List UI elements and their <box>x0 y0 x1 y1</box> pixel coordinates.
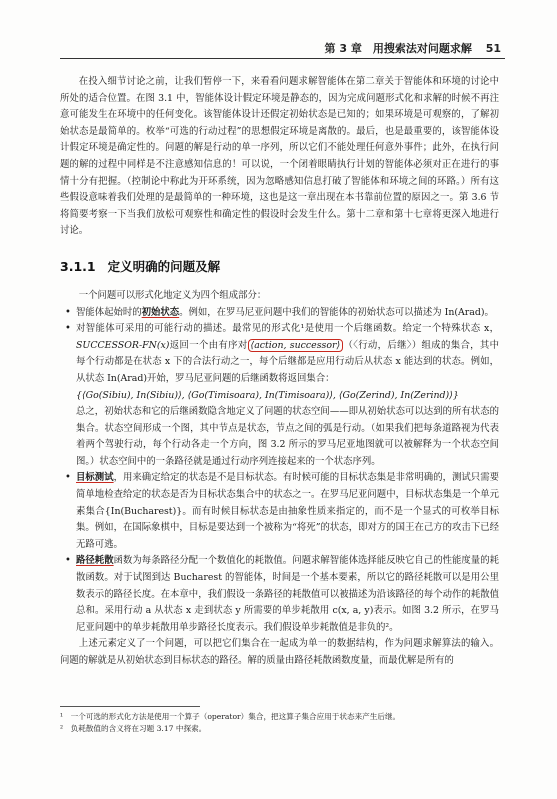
footnote-1: ¹ 一个可选的形式化方法是使用一个算子（operator）集合，把这算子集合应用于状态来产生后继。 <box>60 712 401 721</box>
header-rule <box>60 58 505 59</box>
initial-state-term: 初始状态 <box>141 306 180 318</box>
path-cost-term: 路径耗散 <box>76 555 114 567</box>
component-1-pre: 智能体起始时的 <box>76 306 142 318</box>
problem-components-list <box>60 305 499 637</box>
footnote-2: ² 负耗散值的含义将在习题 3.17 中探索。 <box>60 724 207 733</box>
section-title: 定义明确的问题及解 <box>107 258 221 274</box>
component-3-post: ，用来确定给定的状态是不是目标状态。有时候可能的目标状态集是非常明确的，测试只需要简单地检查给定的状态是否为目标状态集合中的状态之一。在罗马尼亚问题中，目标状态集是一个单元素集合{In(Bucharest)}。而有时候目标状态是由抽象性质来指定的，而不是一个显式的可枚举目标集。例如，在国际象棋中，目标是要达到一个被称为“将死”的状态，即对方的国王在己方的攻击下已经无路可逃。 <box>76 472 499 550</box>
lead-in-paragraph: 一个问题可以形式化地定义为四个组成部分： <box>78 289 267 301</box>
list-item-path-cost <box>76 553 499 636</box>
list-item-goal-test <box>76 470 499 553</box>
successor-set-expression: {⟨Go(Sibiu), In(Sibiu)⟩, ⟨Go(Timisoara), In(Timisoara)⟩, ⟨Go(Zerind), In(Zerind)⟩} <box>76 389 459 401</box>
running-header <box>60 40 501 56</box>
component-2-tail: 总之，初始状态和它的后继函数隐含地定义了问题的状态空间——即从初始状态可以达到的所有状态的集合。状态空间形成一个图，其中节点是状态，节点之间的弧是行动。（如果我们把每条道路视为代表着两个驾驶行动，每个行动各走一个方向，图 3.2 所示的罗马尼亚地图就可以被解释为一个状态空间图。）状态空间中的一条路径就是通过行动序列连接起来的一个状态序列。 <box>76 406 499 467</box>
component-4-post: 函数为每条路径分配一个数值化的耗散值。问题求解智能体选择能反映它自己的性能度量的耗散函数。对于试图到达 Bucharest 的智能体，时间是一个基本要素，所以它的路径耗散可以是用公里数表示的路径长度。在本章中，我们假设一条路径的耗散值可以被描述为沿该路径的每个动作的耗散值总和。采用行动 a 从状态 x 走到状态 y 所需要的单步耗散用 c(x, a, y)表示。如图 3.2 所示，在罗马尼亚问题中的单步耗散用单步路径长度表示。我们假设单步耗散值是非负的²。 <box>76 555 499 633</box>
component-2-post: （〈行动，后继〉）组成的集合，其中每个行动都是在状态 x 下的合法行动之一，每个后继都是应用行动后从状态 x 能达到的状态。例如，从状态 In(Arad)开始，罗马尼亚问题的后继函数将返回集合： <box>76 339 499 384</box>
action-successor-pair: ⟨action, successor⟩ <box>248 339 344 352</box>
page-body <box>60 74 499 670</box>
successor-fn-term: SUCCESSOR-FN(x) <box>76 339 170 351</box>
footnote-rule <box>60 706 200 707</box>
component-2-pre: 对智能体可采用的可能行动的描述。最常见的形式化¹是使用一个后继函数。给定一个特殊状态 x， <box>76 323 499 335</box>
section-heading <box>60 258 499 276</box>
footnotes <box>60 706 499 735</box>
list-item-successor-function <box>76 321 499 470</box>
page-number: 51 <box>485 42 501 55</box>
closing-paragraph: 上述元素定义了一个问题，可以把它们集合在一起成为单一的数据结构，作为问题求解算法的输入。问题的解就是从初始状态到目标状态的路径。解的质量由路径耗散函数度量，而最优解是所有的 <box>60 638 499 666</box>
chapter-title: 第 3 章 用搜索法对问题求解 <box>324 42 472 55</box>
component-1-post: 。例如，在罗马尼亚问题中我们的智能体的初始状态可以描述为 In(Arad)。 <box>179 306 494 318</box>
section-number: 3.1.1 <box>60 258 96 274</box>
intro-paragraph: 在投入细节讨论之前，让我们暂停一下，来看看问题求解智能体在第二章关于智能体和环境的讨论中所处的适合位置。在图 3.1 中，智能体设计假定环境是静态的，因为完成问题形式化和求解的时候不再注意可能发生在环境中的任何变化。该智能体设计还假定初始状态是已知的；如果环境是可观察的，了解初始状态是最简单的。枚举“可选的行动过程”的思想假定环境是离散的。最后，也是最重要的，该智能体设计假定环境是确定性的。问题的解是行动的单一序列，所以它们不能处理任何意外事件；此外，在执行问题的解的过程中同样是不注意感知信息的！可以说，一个闭着眼睛执行计划的智能体必须对正在进行的事情十分有把握。（控制论中称此为开环系统，因为忽略感知信息打破了智能体和环境之间的环路。）所有这些假设意味着我们处理的是最简单的一种环境，这也是这一章出现在本书靠前位置的原因之一。第 3.6 节将简要考察一下当我们放松可观察性和确定性的假设时会发生什么。第十二章和第十七章将更深入地进行讨论。 <box>60 76 499 237</box>
component-2-mid: 返回一个由有序对 <box>169 339 248 351</box>
list-item-initial-state <box>76 305 499 322</box>
goal-test-term: 目标测试 <box>76 472 114 484</box>
